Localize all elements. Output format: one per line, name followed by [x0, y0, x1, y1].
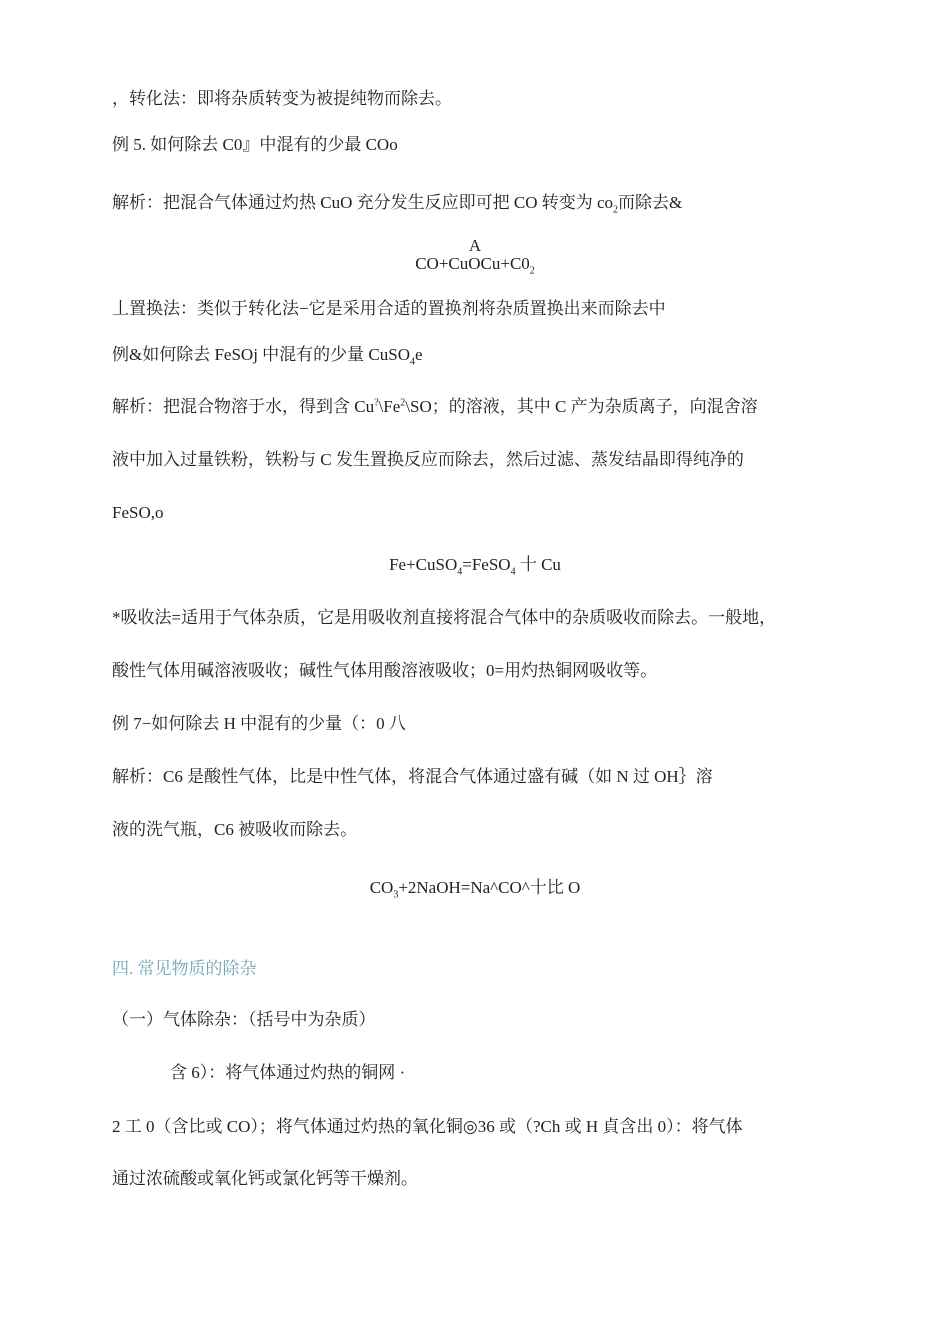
superscript: 2	[400, 397, 406, 409]
example-6-analysis-line-2: 液中加入过量铁粉，铁粉与 C 发生置换反应而除去，然后过滤、蒸发结晶即得纯净的	[112, 450, 744, 469]
example-5-analysis-text: 解析：把混合气体通过灼热 CuO 充分发生反应即可把 CO 转变为 co	[112, 193, 614, 212]
equation-3	[0, 878, 950, 901]
text-line-absorption-detail: 酸性气体用碱溶液吸收；碱性气体用酸溶液吸收；0=用灼热铜网吸收等。	[112, 661, 658, 680]
subscript: 4	[510, 566, 516, 578]
text-line-absorption-method: *吸收法=适用于气体杂质，它是用吸收剂直接将混合气体中的杂质吸收而除去。一般地，	[112, 608, 777, 627]
equation-2-text: 十 Cu	[515, 555, 561, 574]
text-line-conversion-method: ，转化法：即将杂质转变为被提纯物而除去。	[112, 89, 452, 108]
gas-item-2: 2 工 0（含比或 CO）；将气体通过灼热的氧化铜◎36 或（?Ch 或 H 貞含出 0）：将气体	[112, 1117, 743, 1136]
example-5-question: 例 5. 如何除去 C0』中混有的少最 COo	[112, 135, 398, 154]
example-6-analysis-line-1	[112, 396, 758, 418]
example-6-question-end: e	[415, 345, 423, 364]
equation-3-text: CO	[369, 878, 394, 897]
equation-2	[0, 555, 950, 578]
equation-1	[0, 254, 950, 277]
section-heading-4: 四. 常见物质的除杂	[112, 959, 257, 978]
text-line-displacement-method: 丄置换法：类似于转化法−它是采用合适的置换剂将杂质置换出来而除去中	[112, 299, 666, 318]
gas-item-1: 含 6）：将气体通过灼热的铜网 ·	[170, 1063, 406, 1082]
equation-2-text: =FeSO	[462, 555, 511, 574]
example-7-analysis-line-1: 解析：C6 是酸性气体，比是中性气体，将混合气体通过盛有碱（如 N 过 OH｝溶	[112, 767, 713, 786]
example-6-question	[112, 344, 423, 366]
analysis-text: \Fe	[378, 397, 401, 416]
equation-1-condition: A	[468, 236, 482, 255]
subscript: 3	[393, 889, 399, 901]
analysis-text: 解析：把混合物溶于水，得到含 Cu	[112, 397, 375, 416]
equation-3-text: +2NaOH=Na^CO^十比 O	[398, 878, 581, 897]
subscript: 4	[457, 566, 463, 578]
subscript: 2	[529, 265, 535, 277]
superscript: ?	[374, 397, 379, 409]
gas-item-2-continued: 通过浓硫酸或氧化钙或氯化钙等干燥剂。	[112, 1169, 418, 1188]
example-5-analysis	[112, 192, 682, 214]
example-7-analysis-line-2: 液的洗气瓶，C6 被吸收而除去。	[112, 820, 358, 839]
example-5-analysis-end: 而除去&	[618, 193, 683, 212]
equation-1-text: CO+CuOCu+C0	[415, 254, 530, 273]
analysis-text: \SO；的溶液，其中 C 产为杂质离子，向混舍溶	[405, 397, 758, 416]
subscript: 4	[410, 356, 415, 368]
subsection-gas-purification: （一）气体除杂：（括号中为杂质）	[112, 1010, 376, 1029]
subscript: 2	[613, 204, 619, 216]
example-6-question-text: 例&如何除去 FeSOj 中混有的少量 CuSO	[112, 345, 410, 364]
example-6-analysis-line-3: FeSO,o	[112, 503, 164, 522]
example-7-question: 例 7−如何除去 H 中混有的少量（：0 八	[112, 714, 406, 733]
equation-2-text: Fe+CuSO	[389, 555, 458, 574]
